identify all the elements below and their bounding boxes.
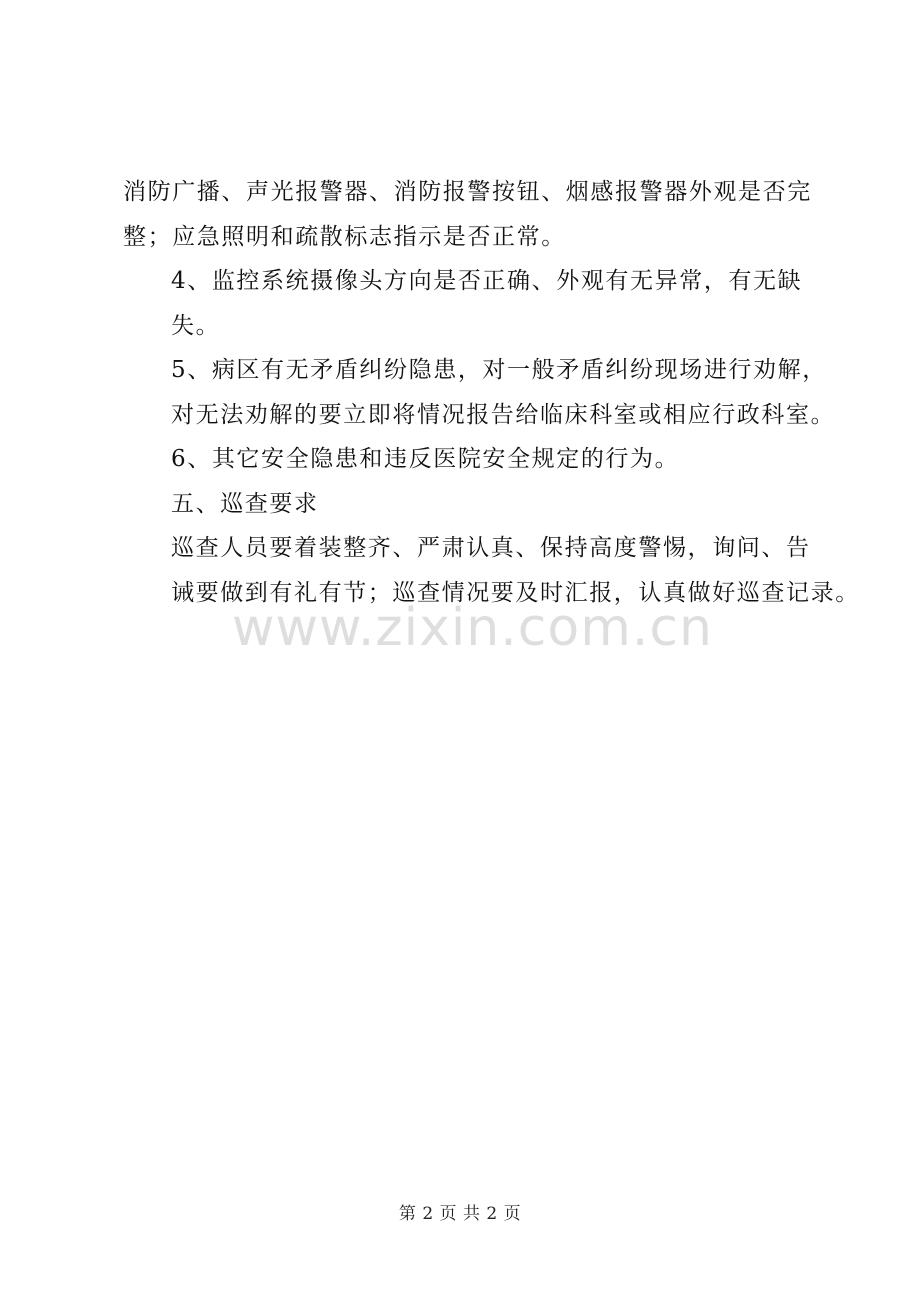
document-body xyxy=(123,170,860,615)
paragraph-ward-disputes xyxy=(123,348,836,437)
paragraph-line: 6、其它安全隐患和违反医院安全规定的行为。 xyxy=(171,446,680,472)
watermark: www.zixin.com.cn xyxy=(232,598,713,658)
paragraph-line: 对无法劝解的要立即将情况报告给临床科室或相应行政科室。 xyxy=(171,401,836,428)
paragraph-other-hazards xyxy=(123,437,809,482)
section-heading-text: 五、巡查要求 xyxy=(171,490,319,517)
paragraph-line: 诫要做到有礼有节；巡查情况要及时汇报，认真做好巡查记录。 xyxy=(171,579,860,606)
section-heading-inspection-requirements xyxy=(123,482,809,527)
paragraph-line: 5、病区有无矛盾纠纷隐患，对一般矛盾纠纷现场进行劝解， xyxy=(171,357,827,383)
paragraph-line: 消防广播、声光报警器、消防报警按钮、烟感报警器外观是否完 xyxy=(123,179,812,205)
paragraph-line: 失。 xyxy=(171,312,221,339)
paragraph-line: 巡查人员要着装整齐、严肃认真、保持高度警惕，询问、告 xyxy=(171,535,811,561)
page-number-footer: 第 2 页 共 2 页 xyxy=(398,1204,522,1224)
paragraph-line: 整；应急照明和疏散标志指示是否正常。 xyxy=(123,223,566,250)
paragraph-line: 4、监控系统摄像头方向是否正确、外观有无异常，有无缺 xyxy=(171,268,803,294)
paragraph-monitoring-cameras xyxy=(123,259,809,348)
paragraph-fire-equipment xyxy=(123,170,812,259)
paragraph-inspector-requirements xyxy=(123,526,860,615)
